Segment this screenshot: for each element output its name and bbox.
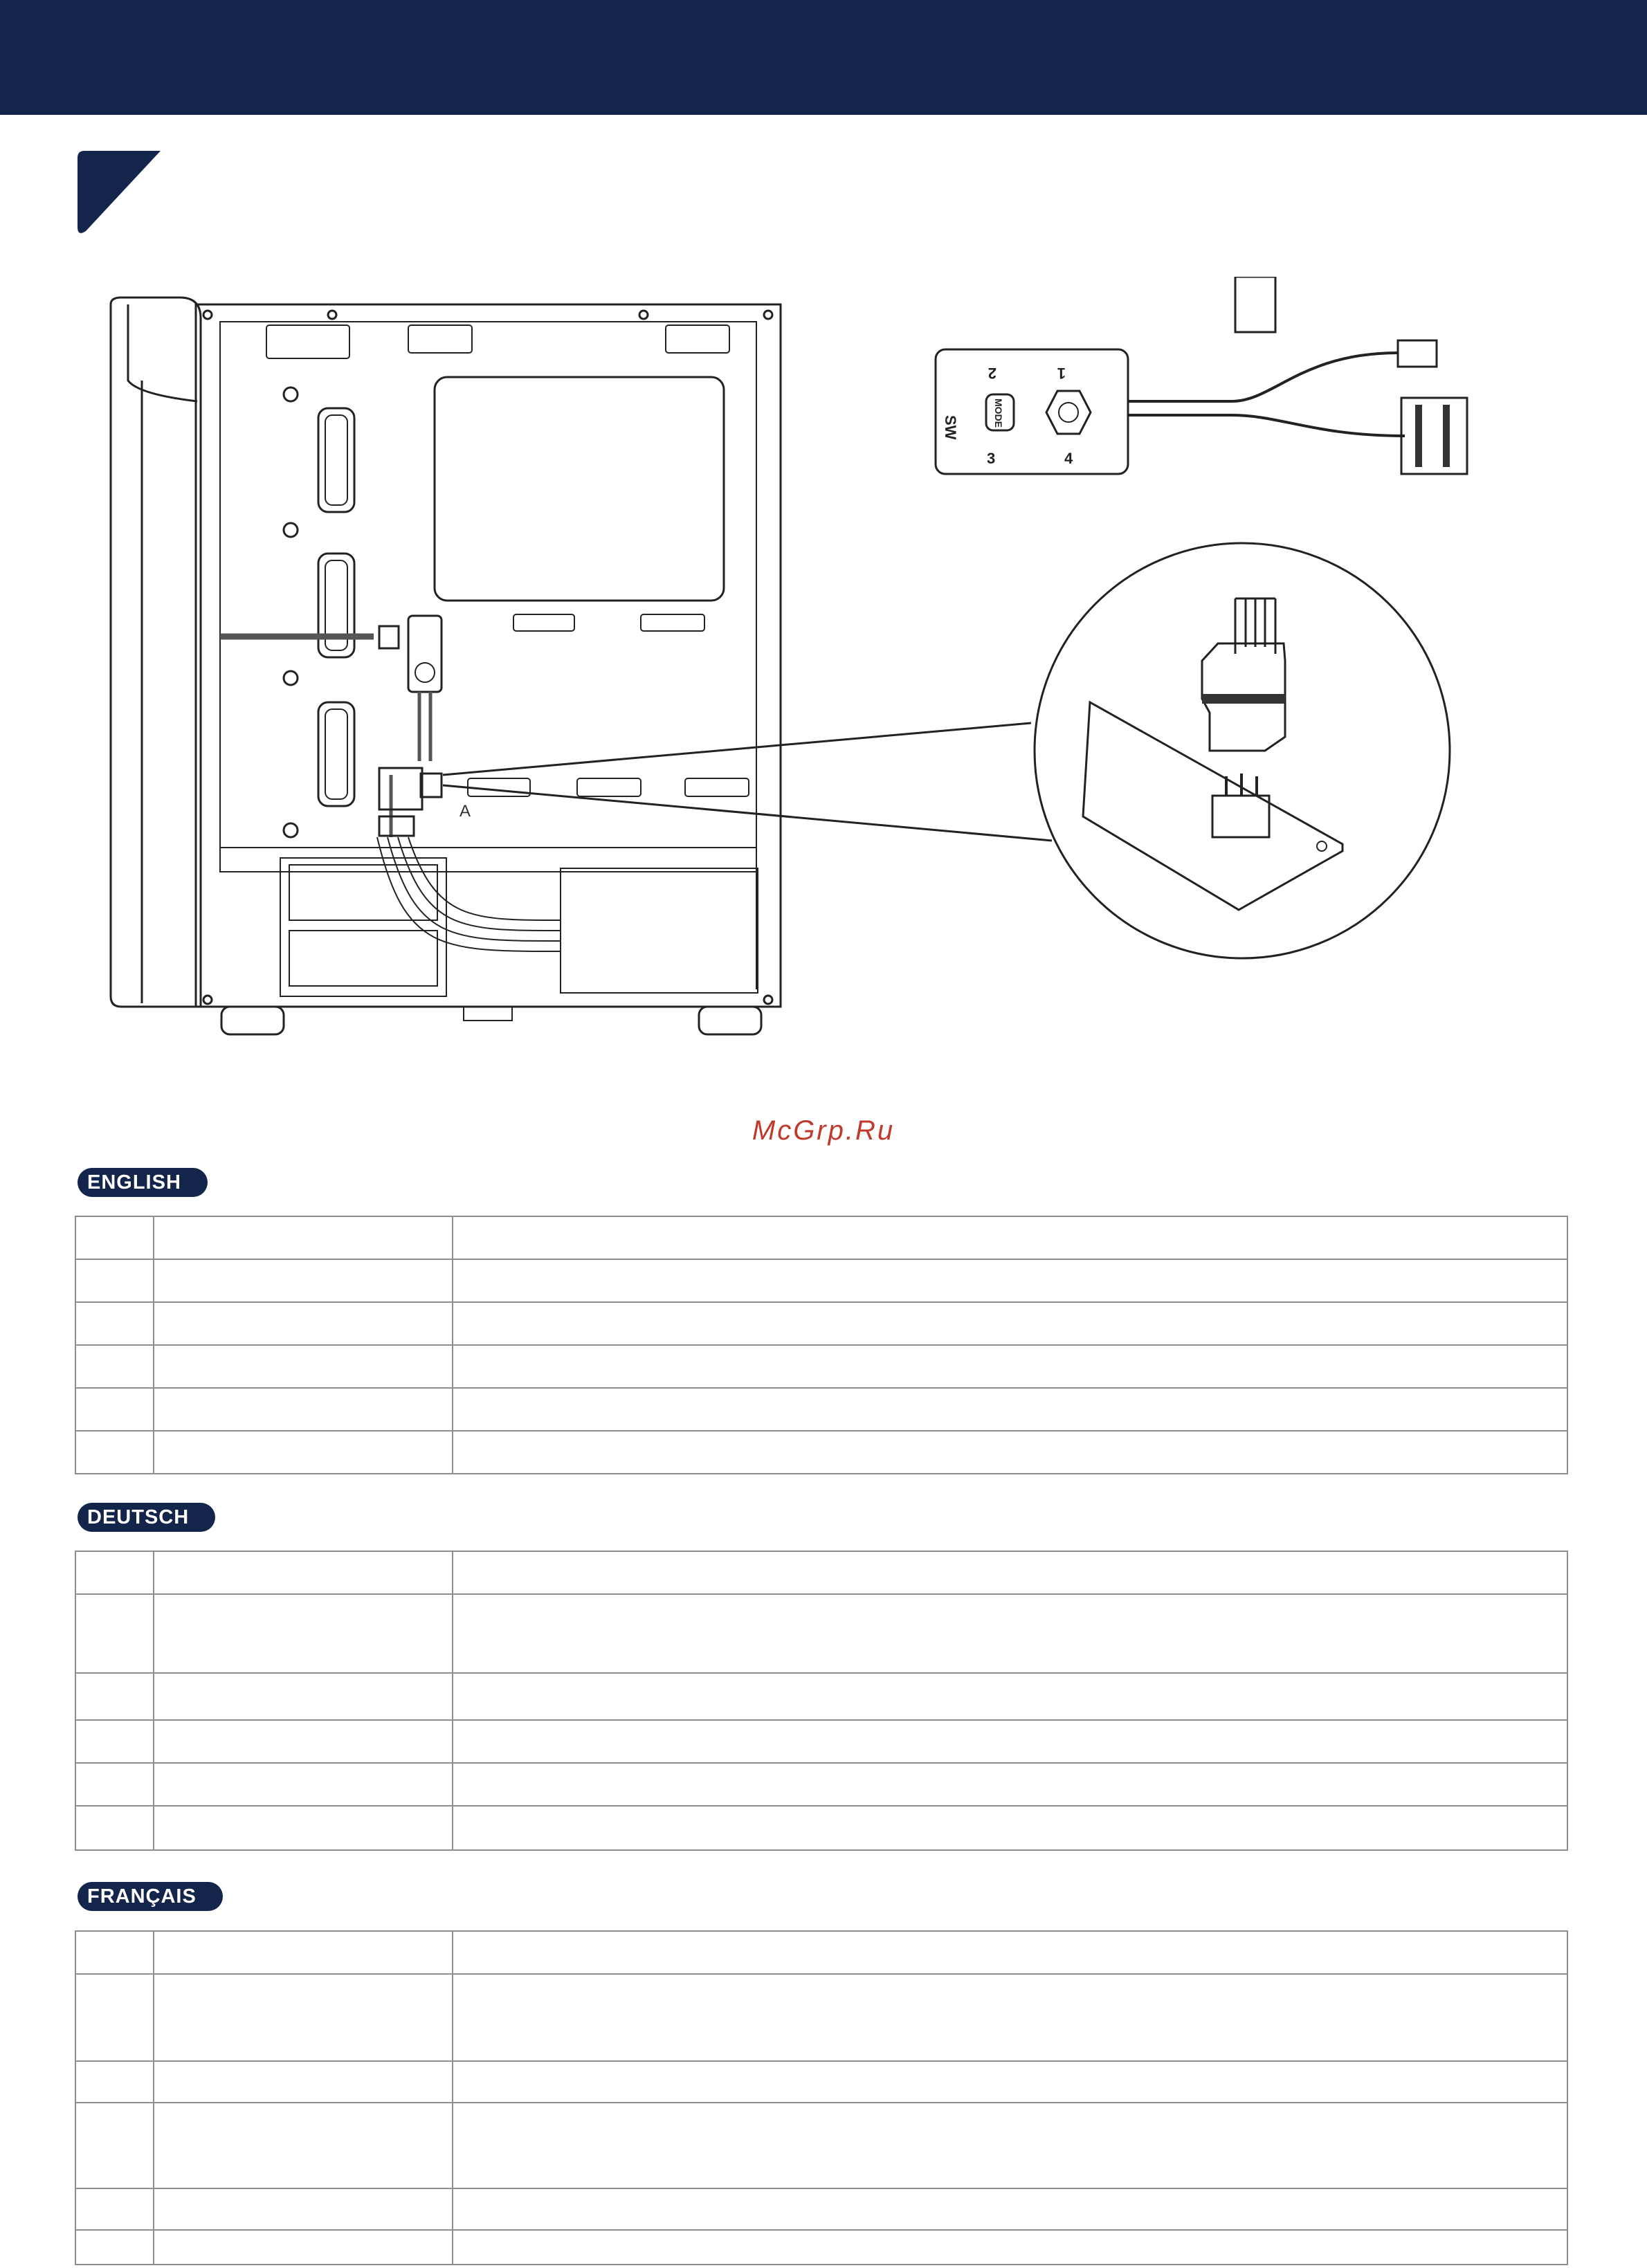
table-francais <box>75 1930 1568 2265</box>
table-row <box>75 1931 1567 1974</box>
controller-sw-label: SW <box>942 415 959 440</box>
table-row <box>75 2230 1567 2265</box>
case-diagram <box>0 277 1647 1066</box>
badge-deutsch: DEUTSCH <box>78 1503 215 1532</box>
table-deutsch <box>75 1551 1568 1851</box>
controller-port-4: 4 <box>1064 450 1073 467</box>
connector-label: A <box>459 802 471 821</box>
table-row <box>75 1302 1567 1345</box>
table-row <box>75 1431 1567 1474</box>
watermark: McGrp.Ru <box>752 1115 895 1146</box>
table-row <box>75 1594 1567 1673</box>
badge-francais: FRANÇAIS <box>78 1882 223 1911</box>
controller-port-1: 1 <box>1057 365 1066 382</box>
table-row <box>75 1720 1567 1763</box>
table-row <box>75 1974 1567 2061</box>
table-row <box>75 2188 1567 2230</box>
table-row <box>75 1673 1567 1720</box>
table-row <box>75 1551 1567 1594</box>
header-bar <box>0 0 1647 115</box>
section-corner-marker <box>78 151 161 234</box>
table-row <box>75 1345 1567 1388</box>
table-row <box>75 1806 1567 1850</box>
mode-button-icon: MODE <box>993 399 1004 428</box>
badge-english: ENGLISH <box>78 1168 208 1197</box>
table-row <box>75 1763 1567 1806</box>
controller-port-2: 2 <box>988 365 997 382</box>
table-row <box>75 1216 1567 1259</box>
table-row <box>75 1388 1567 1431</box>
table-row <box>75 1259 1567 1302</box>
table-row <box>75 2103 1567 2188</box>
table-row <box>75 2061 1567 2103</box>
controller-port-3: 3 <box>987 450 996 467</box>
table-english <box>75 1216 1568 1474</box>
